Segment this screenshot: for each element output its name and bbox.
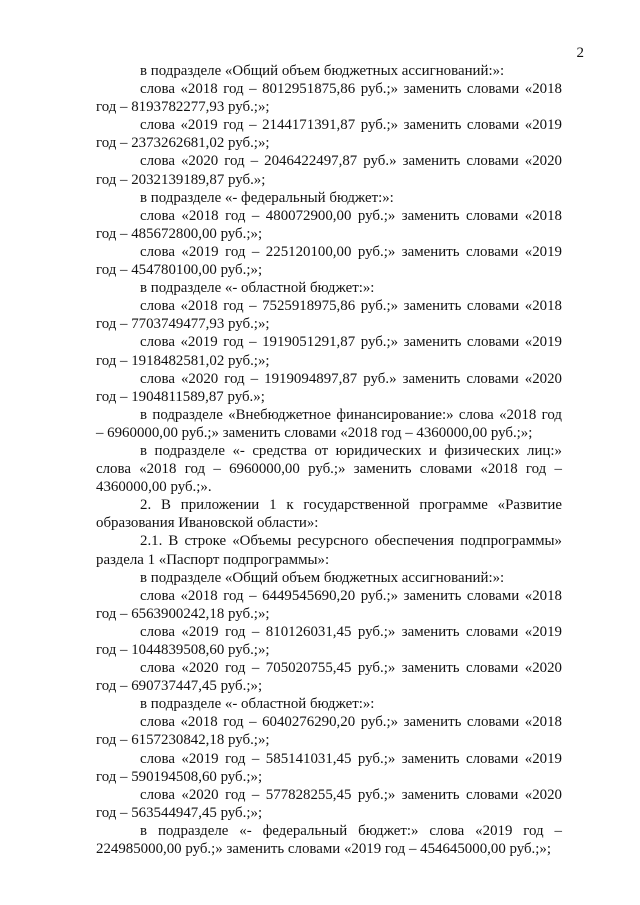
paragraph-appendix-1: 2. В приложении 1 к государственной программе «Развитие образования Ивановской области»: — [96, 497, 562, 532]
paragraph-subsection-federal: в подразделе «- федеральный бюджет:»: — [140, 189, 394, 206]
paragraph-subsection-total: в подразделе «Общий объем бюджетных ассигнований:»: — [140, 63, 505, 79]
paragraph-regional-2018: слова «2018 год – 7525918975,86 руб.;» заменить словами «2018 год – 7703749477,93 руб.;»; — [96, 298, 562, 333]
paragraph-subsection-regional: в подразделе «- областной бюджет:»: — [140, 280, 375, 297]
paragraph-regional-2020: слова «2020 год – 1919094897,87 руб.» заменить словами «2020 год – 1904811589,87 руб.»; — [96, 370, 562, 405]
paragraph-legal-entities: в подразделе «- средства от юридических и физических лиц:» слова «2018 год – 6960000,00 руб.;» заменить словами «2018 год – 4360000,00 руб.;». — [96, 442, 562, 496]
paragraph-sub-regional-2019: слова «2019 год – 585141031,45 руб.;» заменить словами «2019 год – 590194508,60 руб.;»; — [96, 750, 562, 785]
paragraph-sub-regional-2: в подразделе «- областной бюджет:»: — [140, 696, 375, 713]
paragraph-regional-2019: слова «2019 год – 1919051291,87 руб.;» заменить словами «2019 год – 1918482581,02 руб.;»; — [96, 334, 562, 369]
paragraph-sub-federal-2019: в подразделе «- федеральный бюджет:» слова «2019 год – 224985000,00 руб.;» заменить словами «2019 год – 454645000,00 руб.;»; — [96, 822, 562, 858]
paragraph-replace-2020: слова «2020 год – 2046422497,87 руб.» заменить словами «2020 год – 2032139189,87 руб.»; — [96, 153, 562, 188]
document-body — [96, 62, 562, 858]
paragraph-sub-2019: слова «2019 год – 810126031,45 руб.;» заменить словами «2019 год – 1044839508,60 руб.;»; — [96, 623, 562, 658]
paragraph-replace-2018: слова «2018 год – 8012951875,86 руб.;» заменить словами «2018 год – 8193782277,93 руб.;»; — [96, 81, 562, 116]
paragraph-sub-regional-2018: слова «2018 год – 6040276290,20 руб.;» заменить словами «2018 год – 6157230842,18 руб.;»; — [96, 714, 562, 749]
paragraph-federal-2019: слова «2019 год – 225120100,00 руб.;» заменить словами «2019 год – 454780100,00 руб.;»; — [96, 243, 562, 279]
paragraph-extrabudgetary: в подразделе «Внебюджетное финансирование:» слова «2018 год – 6960000,00 руб.;» заменить словами «2018 год – 4360000,00 руб.;»; — [96, 406, 562, 441]
paragraph-sub-total-2: в подразделе «Общий объем бюджетных ассигнований:»: — [140, 569, 505, 586]
paragraph-item-2-1: 2.1. В строке «Объемы ресурсного обеспечения подпрограммы» раздела 1 «Паспорт подпрограммы»: — [96, 533, 562, 568]
page-number: 2 — [576, 45, 584, 61]
paragraph-replace-2019: слова «2019 год – 2144171391,87 руб.;» заменить словами «2019 год – 2373262681,02 руб.;»; — [96, 117, 562, 152]
paragraph-sub-2020: слова «2020 год – 705020755,45 руб.;» заменить словами «2020 год – 690737447,45 руб.;»; — [96, 660, 562, 695]
paragraph-sub-2018: слова «2018 год – 6449545690,20 руб.;» заменить словами «2018 год – 6563900242,18 руб.;»; — [96, 587, 562, 622]
paragraph-sub-regional-2020: слова «2020 год – 577828255,45 руб.;» заменить словами «2020 год – 563544947,45 руб.;»; — [96, 786, 562, 821]
paragraph-federal-2018: слова «2018 год – 480072900,00 руб.;» заменить словами «2018 год – 485672800,00 руб.;»; — [96, 207, 562, 242]
